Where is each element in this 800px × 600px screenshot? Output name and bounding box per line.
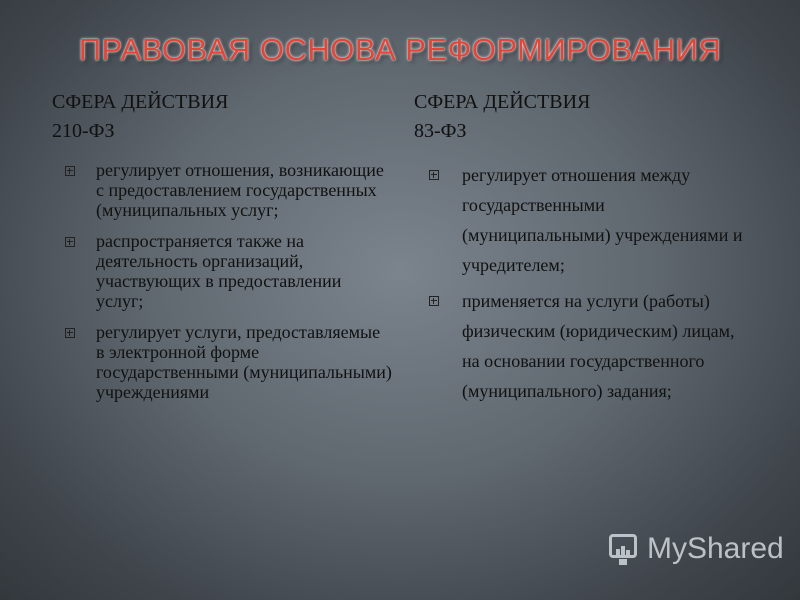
heading-line-2: 83-ФЗ xyxy=(414,120,467,142)
list-item-text: регулирует отношения между государственными (муниципальными) учреждениями и учредителем; xyxy=(462,165,743,275)
list-item xyxy=(414,286,754,406)
square-bullet-icon xyxy=(429,170,439,180)
list-item-text: распространяется также на деятельность организаций, участвующих в предоставлении услуг; xyxy=(96,231,342,311)
square-bullet-icon xyxy=(65,328,75,338)
myshared-watermark xyxy=(605,532,784,566)
square-bullet-icon xyxy=(65,166,75,176)
column-83-fz xyxy=(414,88,754,412)
heading-line-2: 210-ФЗ xyxy=(52,120,115,142)
list-item-text: регулирует услуги, предоставляемые в электронной форме государственными (муниципальными) учреждениями xyxy=(96,322,392,402)
square-bullet-icon xyxy=(65,237,75,247)
column-210-fz xyxy=(52,88,392,413)
column-heading xyxy=(52,88,392,146)
slide-title: ПРАВОВАЯ ОСНОВА РЕФОРМИРОВАНИЯ xyxy=(78,32,722,67)
column-heading xyxy=(414,88,754,146)
heading-line-1: СФЕРА ДЕЙСТВИЯ xyxy=(414,91,591,113)
list-item xyxy=(414,160,754,280)
square-bullet-icon xyxy=(429,296,439,306)
list-item-text: применяется на услуги (работы) физическим (юридическим) лицам, на основании государственного (муниципального) задания; xyxy=(462,291,735,401)
list-item xyxy=(52,322,392,402)
list-item xyxy=(52,231,392,311)
bullet-list xyxy=(414,160,754,406)
presentation-screen-icon xyxy=(605,532,641,566)
watermark-text: MyShared xyxy=(647,532,784,565)
list-item xyxy=(52,160,392,220)
bullet-list xyxy=(52,160,392,402)
list-item-text: регулирует отношения, возникающие с предоставлением государственных (муниципальных услуг; xyxy=(96,160,384,220)
heading-line-1: СФЕРА ДЕЙСТВИЯ xyxy=(52,91,229,113)
